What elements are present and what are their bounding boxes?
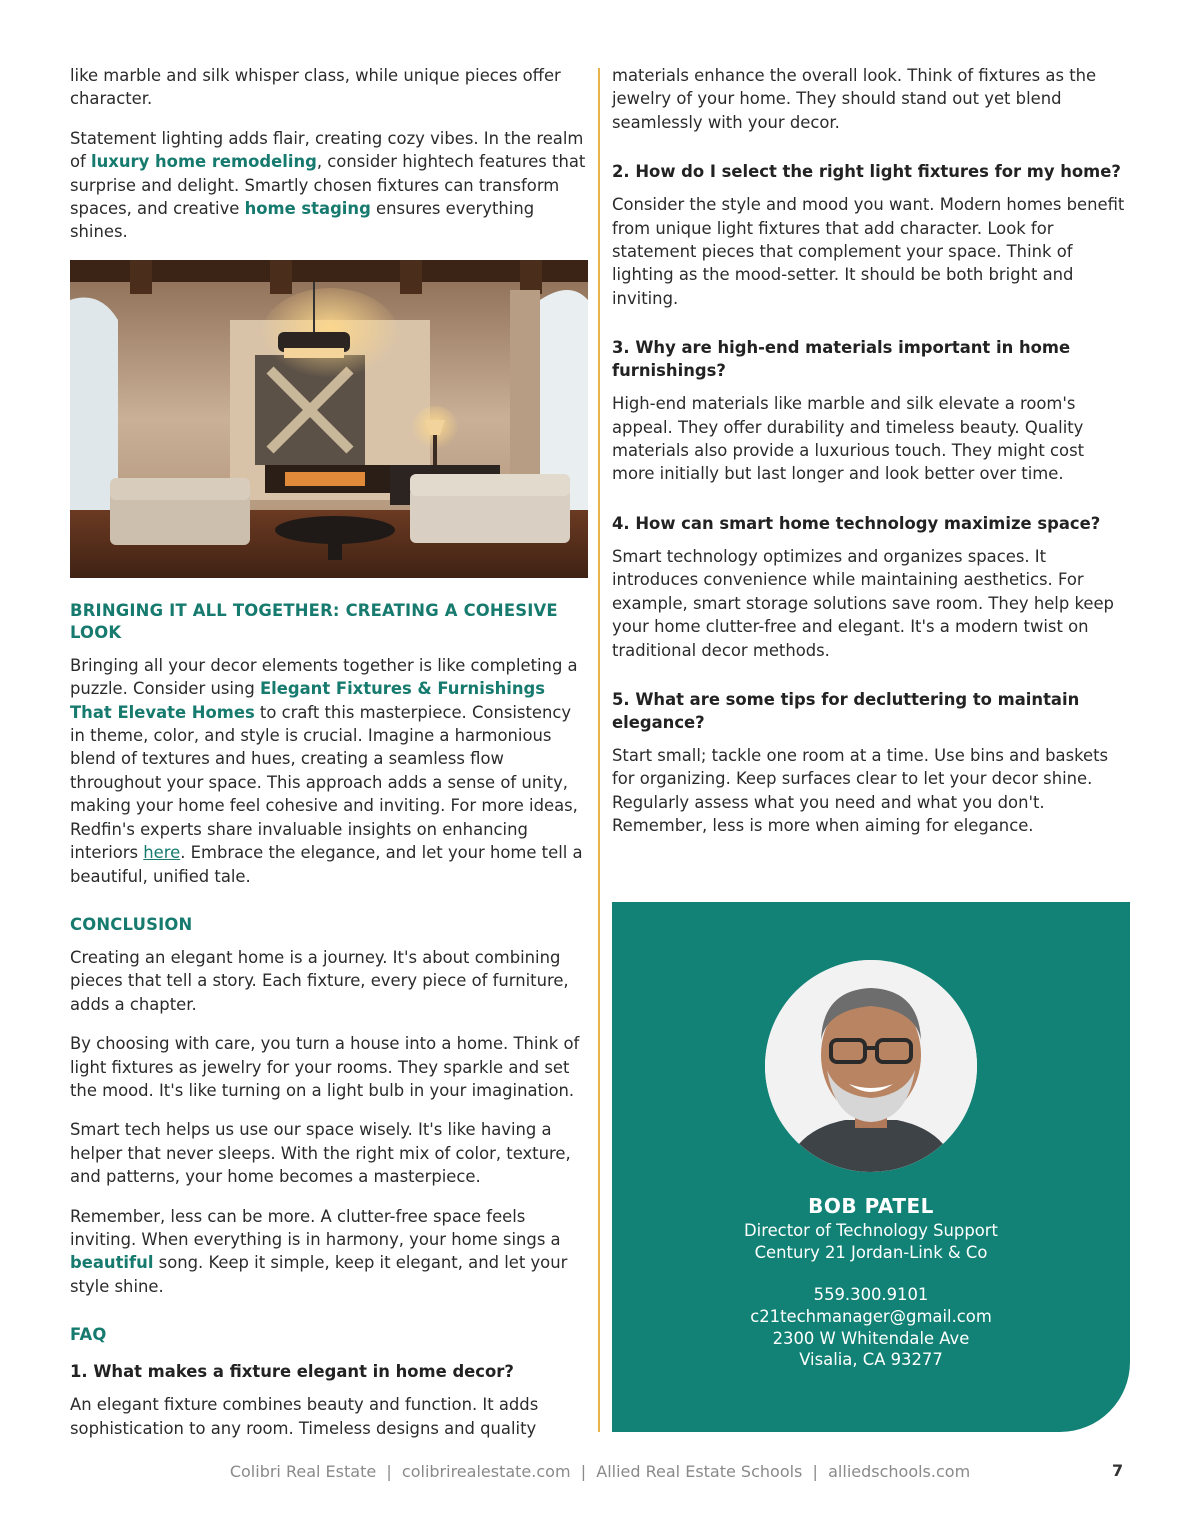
left-column [70,64,588,1456]
living-room-illustration [70,260,588,578]
conclusion-paragraph-2: By choosing with care, you turn a house into a home. Think of light fixtures as jewelry for your rooms. They sparkle and set the mood. It's like turning on a light bulb in your imagination. [70,1034,580,1100]
faq-answer-2: Consider the style and mood you want. Modern homes benefit from unique light fixtures that add character. Look for statement pieces that complement your space. Think of lighting as the mood-setter. It should be both bright and inviting. [612,195,1125,308]
living-room-photo [70,260,588,578]
section-heading-cohesive-look: BRINGING IT ALL TOGETHER: CREATING A COHESIVE LOOK [70,600,558,642]
faq-answer-3: High-end materials like marble and silk elevate a room's appeal. They offer durability and timeless beauty. Quality materials also provide a luxurious touch. They might cost more initially but last longer and look better over time. [612,394,1085,484]
cohesive-look-paragraph: Bringing all your decor elements together is like completing a puzzle. Consider using Elegant Fixtures & Furnishings That Elevate Homes to craft this masterpiece. Consistency in theme, color, and style is crucial. Imagine a harmonious blend of textures and hues, creating a seamless flow throughout your space. This approach adds a sense of unity, making your home feel cohesive and inviting. For more ideas, Redfin's experts share invaluable insights on enhancing interiors here. Embrace the elegance, and let your home tell a beautiful, unified tale. [70,655,583,886]
right-column [612,64,1130,854]
elegant-fixtures-link[interactable]: Elegant Fixtures & Furnishings That Elevate Homes [70,679,546,722]
agent-address-line-2: Visalia, CA 93277 [799,1350,943,1369]
here-link[interactable]: here [143,843,181,863]
agent-address-line-1: 2300 W Whitendale Ave [772,1329,970,1348]
conclusion-paragraph-4: Remember, less can be more. A clutter-free space feels inviting. When everything is in harmony, your home sings a beautiful song. Keep it simple, keep it elegant, and let your style shine. [70,1206,568,1296]
faq-answer-4: Smart technology optimizes and organizes spaces. It introduces convenience while maintaining aesthetics. For example, smart storage solutions save room. They help keep your home clutter-free and elegant. It's a modern twist on traditional decor methods. [612,546,1114,660]
page-footer: Colibri Real Estate | colibrirealestate.com | Allied Real Estate Schools | alliedschools.com [229,1462,971,1481]
section-heading-faq: FAQ [70,1325,107,1345]
faq-answer-1-end: materials enhance the overall look. Think of fixtures as the jewelry of your home. They should stand out yet blend seamlessly with your decor. [612,66,1097,132]
agent-title: Director of Technology Support [744,1221,998,1240]
agent-email[interactable]: c21techmanager@gmail.com [750,1307,992,1326]
column-divider [598,68,600,1432]
faq-question-5: 5. What are some tips for decluttering to maintain elegance? [612,689,1080,732]
intro-paragraph-1: like marble and silk whisper class, while unique pieces offer character. [70,66,561,109]
agent-portrait-illustration [765,960,977,1172]
faq-question-2: 2. How do I select the right light fixtures for my home? [612,162,1121,182]
section-heading-conclusion: CONCLUSION [70,914,193,934]
faq-answer-5: Start small; tackle one room at a time. Use bins and baskets for organizing. Keep surfaces clear to let your decor shine. Regularly assess what you need and what you don't. Remember, less is more when aiming for elegance. [612,745,1109,836]
faq-question-4: 4. How can smart home technology maximize space? [612,513,1101,533]
agent-phone[interactable]: 559.300.9101 [813,1285,929,1304]
agent-name: BOB PATEL [808,1194,934,1218]
faq-answer-1-start: An elegant fixture combines beauty and function. It adds sophistication to any room. Timeless designs and quality [70,1395,539,1438]
faq-question-3: 3. Why are high-end materials important in home furnishings? [612,338,1071,381]
agent-company: Century 21 Jordan-Link & Co [754,1243,988,1262]
luxury-home-remodeling-link[interactable]: luxury home remodeling [91,152,317,172]
agent-portrait [765,960,977,1172]
beautiful-link[interactable]: beautiful [70,1253,154,1273]
conclusion-paragraph-1: Creating an elegant home is a journey. It's about combining pieces that tell a story. Each fixture, every piece of furniture, adds a chapter. [70,947,569,1014]
page-number: 7 [1112,1461,1124,1480]
intro-paragraph-2: Statement lighting adds flair, creating cozy vibes. In the realm of luxury home remodeling, consider hightech features that surprise and delight. Smartly chosen fixtures can transform spaces, and creative home staging ensures everything shines. [70,128,586,242]
home-staging-link[interactable]: home staging [244,199,371,219]
agent-contact-card [612,902,1130,1432]
conclusion-paragraph-3: Smart tech helps us use our space wisely. It's like having a helper that never sleeps. With the right mix of color, texture, and patterns, your home becomes a masterpiece. [70,1120,571,1187]
faq-question-1: 1. What makes a fixture elegant in home decor? [70,1362,514,1382]
